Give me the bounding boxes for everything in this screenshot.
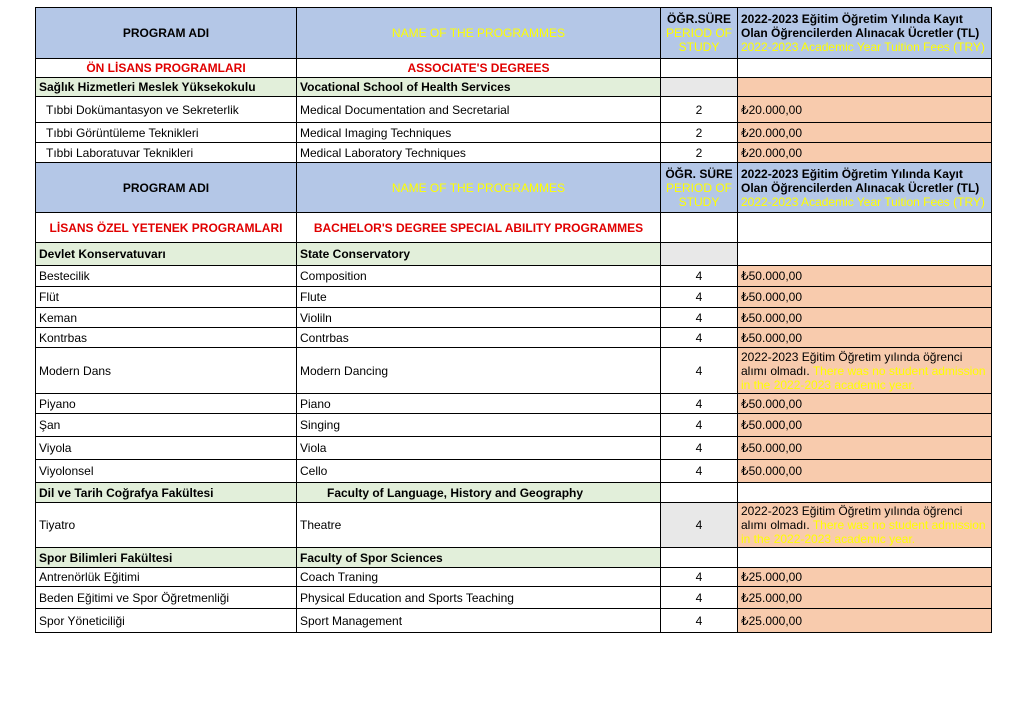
program-name-tr: Tıbbi Görüntüleme Teknikleri: [36, 123, 297, 143]
program-name-en: Flute: [297, 287, 661, 308]
program-name-en: Modern Dancing: [297, 348, 661, 394]
table-row: [36, 587, 992, 609]
period-of-study: 4: [661, 308, 738, 328]
tuition-fee-header: [738, 163, 992, 213]
period-of-study: 4: [661, 503, 738, 548]
faculty-name-tr: Sağlık Hizmetleri Meslek Yüksekokulu: [36, 78, 297, 97]
section-row-associate: [36, 59, 992, 78]
program-name-tr: Flüt: [36, 287, 297, 308]
period-of-study: 4: [661, 609, 738, 633]
period-of-study: 4: [661, 568, 738, 587]
faculty-name-en: Vocational School of Health Services: [297, 78, 661, 97]
program-name-en: Medical Imaging Techniques: [297, 123, 661, 143]
fee-header-en: 2022-2023 Academic Year Tuition Fees (TRY): [741, 40, 985, 54]
tuition-fee: ₺20.000,00: [738, 143, 992, 163]
programme-name-header-en: NAME OF THE PROGRAMMES: [297, 8, 661, 59]
program-name-tr: Tiyatro: [36, 503, 297, 548]
program-name-header: PROGRAM ADI: [36, 163, 297, 213]
program-name-en: Singing: [297, 414, 661, 437]
period-of-study: 4: [661, 287, 738, 308]
table-row: [36, 143, 992, 163]
faculty-row: [36, 78, 992, 97]
note-tr: 2022-2023 Eğitim Öğretim yılında öğrenci alımı olmadı.: [741, 504, 963, 532]
program-name-en: Physical Education and Sports Teaching: [297, 587, 661, 609]
program-name-tr: Kontrbas: [36, 328, 297, 348]
program-name-tr: Şan: [36, 414, 297, 437]
program-name-en: Contrbas: [297, 328, 661, 348]
tuition-fee: ₺50.000,00: [738, 414, 992, 437]
period-of-study: 4: [661, 266, 738, 287]
period-of-study: 2: [661, 123, 738, 143]
table-row: [36, 308, 992, 328]
table-row: [36, 609, 992, 633]
program-name-en: Sport Management: [297, 609, 661, 633]
tuition-fee: ₺50.000,00: [738, 287, 992, 308]
note-tr: 2022-2023 Eğitim Öğretim yılında öğrenci alımı olmadı.: [741, 349, 963, 378]
table-row: [36, 568, 992, 587]
section-row-bachelor: [36, 213, 992, 243]
program-name-en: Theatre: [297, 503, 661, 548]
faculty-row: [36, 243, 992, 266]
faculty-name-tr: Devlet Konservatuvarı: [36, 243, 297, 266]
period-of-study: 2: [661, 97, 738, 123]
table-row: [36, 328, 992, 348]
period-header-tr: ÖĞR.SÜRE: [666, 12, 731, 26]
program-name-tr: Viyola: [36, 437, 297, 460]
table-row: [36, 266, 992, 287]
period-header-tr: ÖĞR. SÜRE: [665, 166, 733, 181]
tuition-fee: ₺50.000,00: [738, 460, 992, 483]
table-row: [36, 123, 992, 143]
programme-name-header-en: NAME OF THE PROGRAMMES: [297, 163, 661, 213]
table-row: [36, 287, 992, 308]
period-of-study: 4: [661, 587, 738, 609]
program-name-en: Composition: [297, 266, 661, 287]
table-header-row: [36, 163, 992, 213]
tuition-fee: ₺50.000,00: [738, 266, 992, 287]
program-name-en: Violiln: [297, 308, 661, 328]
fee-header-tr: 2022-2023 Eğitim Öğretim Yılında Kayıt Olan Öğrencilerden Alınacak Ücretler (TL): [741, 12, 980, 40]
period-of-study-header: [661, 8, 738, 59]
program-name-tr: Tıbbi Laboratuvar Teknikleri: [36, 143, 297, 163]
program-name-en: Viola: [297, 437, 661, 460]
program-name-tr: Bestecilik: [36, 266, 297, 287]
table-row: [36, 394, 992, 414]
table-row: [36, 414, 992, 437]
note-en: There was no student admission in the 2022-2023 academic year.: [741, 518, 986, 546]
tuition-fee: ₺50.000,00: [738, 328, 992, 348]
period-of-study: 2: [661, 143, 738, 163]
program-name-en: Medical Laboratory Techniques: [297, 143, 661, 163]
faculty-name-en: Faculty of Spor Sciences: [297, 548, 661, 568]
period-of-study: 4: [661, 328, 738, 348]
faculty-name-en: Faculty of Language, History and Geography: [297, 483, 661, 503]
program-name-en: Coach Traning: [297, 568, 661, 587]
period-of-study: 4: [661, 394, 738, 414]
table-header-row: [36, 8, 992, 59]
program-name-tr: Modern Dans: [36, 348, 297, 394]
note-en: There was no student admission in the 2022-2023 academic year.: [741, 363, 986, 392]
tuition-fee: ₺50.000,00: [738, 308, 992, 328]
section-title-tr: ÖN LİSANS PROGRAMLARI: [36, 59, 297, 78]
period-header-en: PERIOD OF STUDY: [665, 180, 732, 209]
tuition-fee-header: [738, 8, 992, 59]
period-of-study: 4: [661, 348, 738, 394]
tuition-fee-table: [35, 7, 992, 633]
table-row: [36, 503, 992, 548]
tuition-fee: ₺50.000,00: [738, 394, 992, 414]
period-of-study: 4: [661, 437, 738, 460]
table-row: [36, 437, 992, 460]
tuition-fee: ₺25.000,00: [738, 609, 992, 633]
tuition-fee: ₺20.000,00: [738, 123, 992, 143]
fee-header-en: 2022-2023 Academic Year Tuition Fees (TRY): [741, 194, 985, 209]
faculty-name-en: State Conservatory: [297, 243, 661, 266]
program-name-tr: Piyano: [36, 394, 297, 414]
table-row: [36, 460, 992, 483]
program-name-en: Piano: [297, 394, 661, 414]
program-name-tr: Viyolonsel: [36, 460, 297, 483]
no-admission-note: [738, 348, 992, 394]
tuition-fee: ₺25.000,00: [738, 568, 992, 587]
program-name-tr: Tıbbi Dokümantasyon ve Sekreterlik: [36, 97, 297, 123]
faculty-name-tr: Dil ve Tarih Coğrafya Fakültesi: [36, 483, 297, 503]
table-row: [36, 97, 992, 123]
faculty-row: [36, 548, 992, 568]
period-of-study: 4: [661, 460, 738, 483]
tuition-fee: ₺20.000,00: [738, 97, 992, 123]
no-admission-note: [738, 503, 992, 548]
section-title-tr: LİSANS ÖZEL YETENEK PROGRAMLARI: [36, 213, 297, 243]
program-name-en: Medical Documentation and Secretarial: [297, 97, 661, 123]
period-header-en: PERIOD OF STUDY: [665, 26, 732, 54]
program-name-en: Cello: [297, 460, 661, 483]
period-of-study: 4: [661, 414, 738, 437]
section-title-en: BACHELOR'S DEGREE SPECIAL ABILITY PROGRAMMES: [297, 213, 661, 243]
fee-header-tr: 2022-2023 Eğitim Öğretim Yılında Kayıt Olan Öğrencilerden Alınacak Ücretler (TL): [741, 166, 980, 195]
table-row: [36, 348, 992, 394]
program-name-tr: Spor Yöneticiliği: [36, 609, 297, 633]
program-name-tr: Beden Eğitimi ve Spor Öğretmenliği: [36, 587, 297, 609]
faculty-name-tr: Spor Bilimleri Fakültesi: [36, 548, 297, 568]
tuition-fee: ₺25.000,00: [738, 587, 992, 609]
period-of-study-header: [661, 163, 738, 213]
program-name-header: PROGRAM ADI: [36, 8, 297, 59]
section-title-en: ASSOCIATE'S DEGREES: [297, 59, 661, 78]
tuition-fee: ₺50.000,00: [738, 437, 992, 460]
faculty-row: [36, 483, 992, 503]
program-name-tr: Keman: [36, 308, 297, 328]
program-name-tr: Antrenörlük Eğitimi: [36, 568, 297, 587]
